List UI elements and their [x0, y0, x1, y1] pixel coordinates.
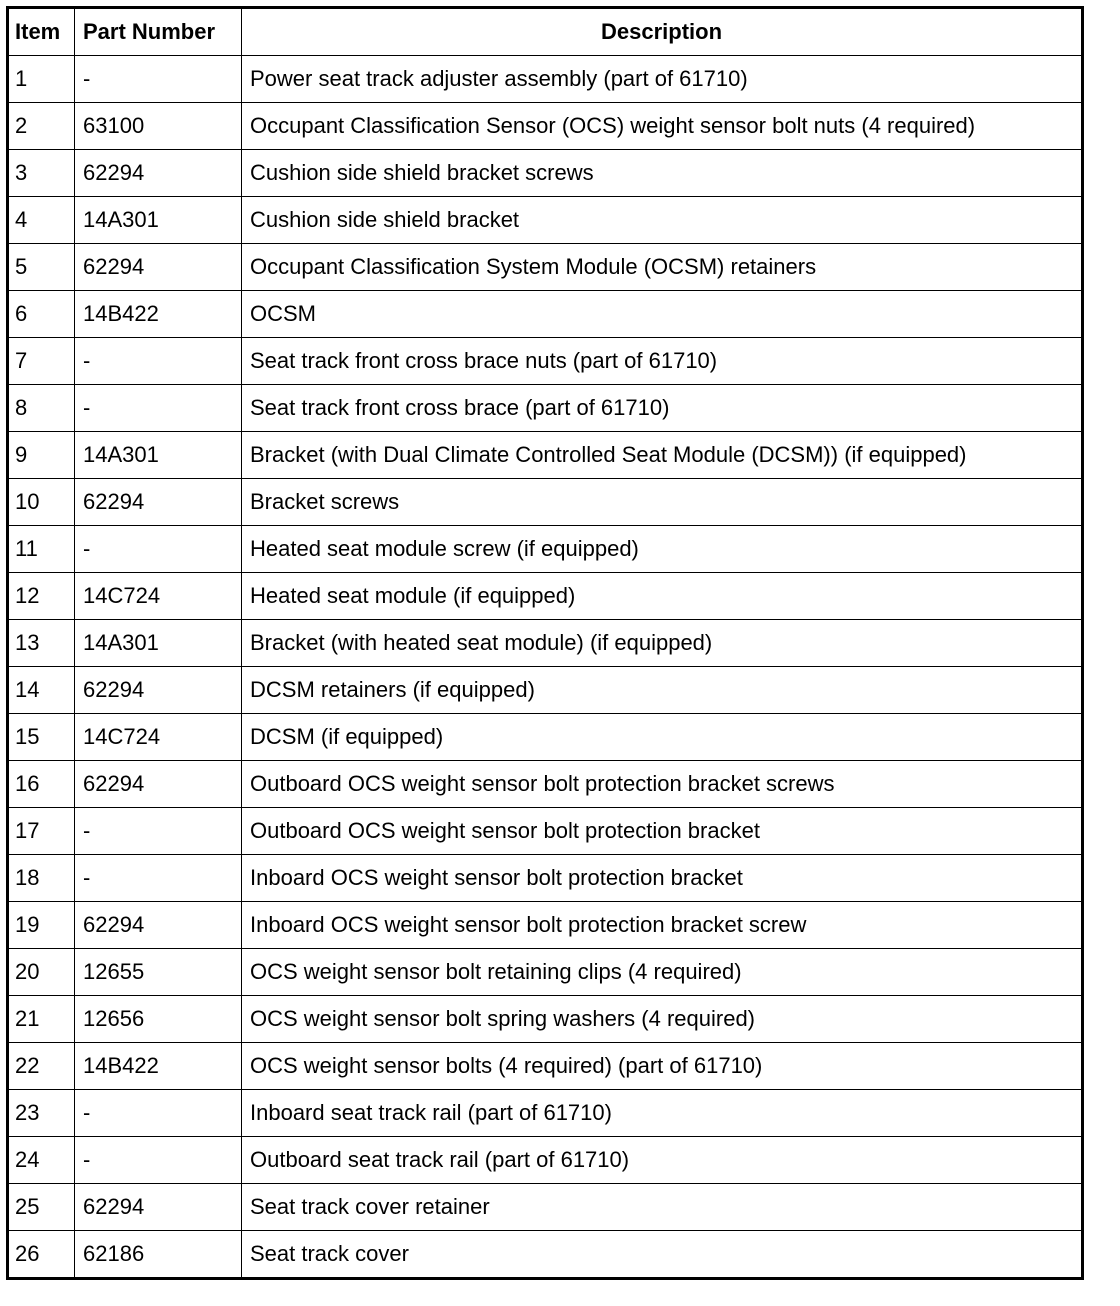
table-row — [8, 902, 1083, 949]
table-row — [8, 244, 1083, 291]
part-number-cell: 14C724 — [75, 573, 242, 620]
part-number-cell: - — [75, 808, 242, 855]
table-row — [8, 1184, 1083, 1231]
part-number-cell: 14A301 — [75, 197, 242, 244]
table-body — [8, 56, 1083, 1279]
table-row — [8, 338, 1083, 385]
description-cell: DCSM retainers (if equipped) — [242, 667, 1083, 714]
description-cell: Occupant Classification System Module (OCSM) retainers — [242, 244, 1083, 291]
item-cell: 21 — [8, 996, 75, 1043]
part-number-cell: 14B422 — [75, 1043, 242, 1090]
description-cell: Outboard OCS weight sensor bolt protection bracket screws — [242, 761, 1083, 808]
description-cell: Occupant Classification Sensor (OCS) weight sensor bolt nuts (4 required) — [242, 103, 1083, 150]
part-number-cell: - — [75, 1090, 242, 1137]
description-cell: OCS weight sensor bolt retaining clips (4 required) — [242, 949, 1083, 996]
item-cell: 4 — [8, 197, 75, 244]
table-row — [8, 808, 1083, 855]
item-cell: 9 — [8, 432, 75, 479]
part-number-cell: 14A301 — [75, 620, 242, 667]
description-cell: OCS weight sensor bolt spring washers (4 required) — [242, 996, 1083, 1043]
table-row — [8, 949, 1083, 996]
table-row — [8, 667, 1083, 714]
description-cell: Inboard seat track rail (part of 61710) — [242, 1090, 1083, 1137]
part-number-cell: 62294 — [75, 902, 242, 949]
part-number-cell: - — [75, 526, 242, 573]
table-row — [8, 385, 1083, 432]
table-row — [8, 1231, 1083, 1279]
item-cell: 15 — [8, 714, 75, 761]
part-number-cell: 62294 — [75, 761, 242, 808]
table-row — [8, 1137, 1083, 1184]
table-row — [8, 620, 1083, 667]
part-number-cell: - — [75, 385, 242, 432]
column-header-item: Item — [8, 8, 75, 56]
description-cell: Seat track cover retainer — [242, 1184, 1083, 1231]
part-number-cell: 14A301 — [75, 432, 242, 479]
table-row — [8, 855, 1083, 902]
part-number-cell: - — [75, 855, 242, 902]
item-cell: 16 — [8, 761, 75, 808]
description-cell: OCS weight sensor bolts (4 required) (part of 61710) — [242, 1043, 1083, 1090]
table-row — [8, 573, 1083, 620]
description-cell: Bracket screws — [242, 479, 1083, 526]
item-cell: 5 — [8, 244, 75, 291]
item-cell: 12 — [8, 573, 75, 620]
description-cell: Outboard seat track rail (part of 61710) — [242, 1137, 1083, 1184]
description-cell: Bracket (with Dual Climate Controlled Seat Module (DCSM)) (if equipped) — [242, 432, 1083, 479]
description-cell: Inboard OCS weight sensor bolt protection bracket — [242, 855, 1083, 902]
item-cell: 24 — [8, 1137, 75, 1184]
part-number-cell: - — [75, 56, 242, 103]
part-number-cell: 63100 — [75, 103, 242, 150]
item-cell: 23 — [8, 1090, 75, 1137]
part-number-cell: 14C724 — [75, 714, 242, 761]
item-cell: 25 — [8, 1184, 75, 1231]
table-row — [8, 197, 1083, 244]
parts-table — [6, 6, 1084, 1280]
description-cell: Cushion side shield bracket screws — [242, 150, 1083, 197]
table-row — [8, 714, 1083, 761]
item-cell: 1 — [8, 56, 75, 103]
part-number-cell: 62294 — [75, 150, 242, 197]
table-row — [8, 1043, 1083, 1090]
table-row — [8, 526, 1083, 573]
item-cell: 8 — [8, 385, 75, 432]
description-cell: Power seat track adjuster assembly (part of 61710) — [242, 56, 1083, 103]
description-cell: Seat track cover — [242, 1231, 1083, 1279]
part-number-cell: - — [75, 1137, 242, 1184]
table-row — [8, 150, 1083, 197]
table-row — [8, 291, 1083, 338]
part-number-cell: 62186 — [75, 1231, 242, 1279]
item-cell: 22 — [8, 1043, 75, 1090]
description-cell: Bracket (with heated seat module) (if equipped) — [242, 620, 1083, 667]
part-number-cell: - — [75, 338, 242, 385]
part-number-cell: 62294 — [75, 479, 242, 526]
item-cell: 6 — [8, 291, 75, 338]
item-cell: 13 — [8, 620, 75, 667]
table-row — [8, 56, 1083, 103]
part-number-cell: 62294 — [75, 244, 242, 291]
table-row — [8, 761, 1083, 808]
table-row — [8, 479, 1083, 526]
description-cell: Inboard OCS weight sensor bolt protection bracket screw — [242, 902, 1083, 949]
description-cell: Seat track front cross brace (part of 61710) — [242, 385, 1083, 432]
description-cell: Heated seat module (if equipped) — [242, 573, 1083, 620]
item-cell: 20 — [8, 949, 75, 996]
table-row — [8, 1090, 1083, 1137]
table-row — [8, 996, 1083, 1043]
header-row — [8, 8, 1083, 56]
part-number-cell: 12656 — [75, 996, 242, 1043]
item-cell: 2 — [8, 103, 75, 150]
item-cell: 17 — [8, 808, 75, 855]
table-header — [8, 8, 1083, 56]
table-row — [8, 432, 1083, 479]
item-cell: 3 — [8, 150, 75, 197]
item-cell: 26 — [8, 1231, 75, 1279]
part-number-cell: 14B422 — [75, 291, 242, 338]
item-cell: 7 — [8, 338, 75, 385]
item-cell: 14 — [8, 667, 75, 714]
description-cell: Seat track front cross brace nuts (part of 61710) — [242, 338, 1083, 385]
description-cell: Outboard OCS weight sensor bolt protection bracket — [242, 808, 1083, 855]
description-cell: Heated seat module screw (if equipped) — [242, 526, 1083, 573]
description-cell: OCSM — [242, 291, 1083, 338]
column-header-part-number: Part Number — [75, 8, 242, 56]
item-cell: 10 — [8, 479, 75, 526]
description-cell: Cushion side shield bracket — [242, 197, 1083, 244]
part-number-cell: 12655 — [75, 949, 242, 996]
item-cell: 19 — [8, 902, 75, 949]
item-cell: 11 — [8, 526, 75, 573]
column-header-description: Description — [242, 8, 1083, 56]
description-cell: DCSM (if equipped) — [242, 714, 1083, 761]
table-row — [8, 103, 1083, 150]
part-number-cell: 62294 — [75, 1184, 242, 1231]
item-cell: 18 — [8, 855, 75, 902]
part-number-cell: 62294 — [75, 667, 242, 714]
